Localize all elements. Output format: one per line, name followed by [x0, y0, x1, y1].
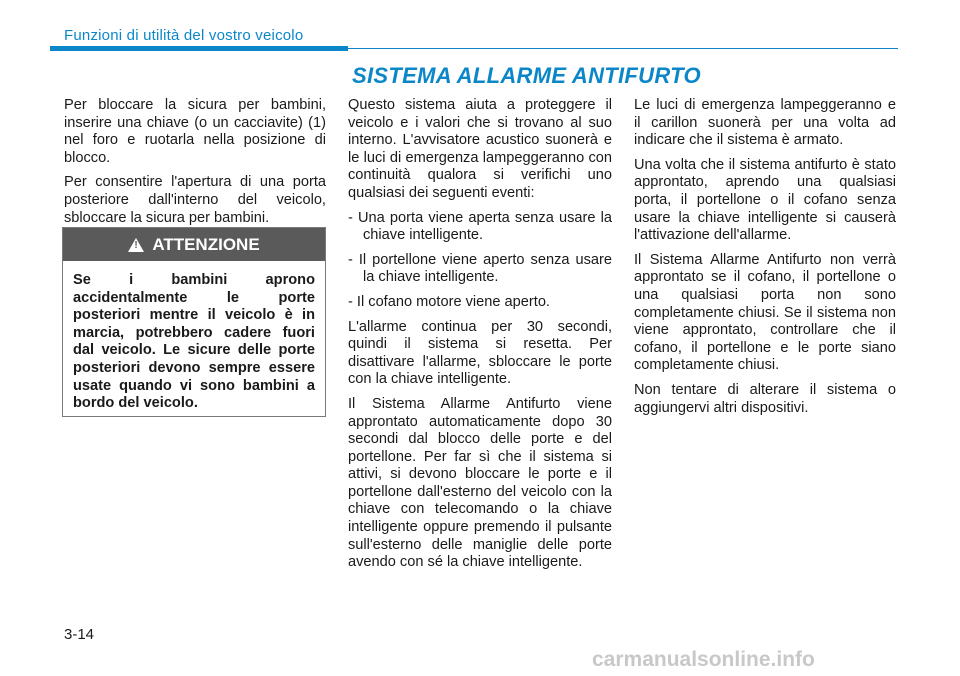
paragraph: Non tentare di alterare il sistema o aggiungervi altri dispositivi.	[634, 381, 896, 416]
chapter-header: Funzioni di utilità del vostro veicolo	[64, 27, 304, 44]
warning-header	[63, 228, 325, 261]
warning-text: Se i bambini aprono accidentalmente le porte posteriori mentre il veicolo è in marcia, potrebbero cadere fuori dal veicolo. Le sicure delle porte posteriori devono sempre essere usate quando vi sono bambini a bordo del veicolo.	[73, 272, 315, 412]
paragraph: Per bloccare la sicura per bambini, inserire una chiave (o un cacciavite) (1) nel foro e ruotarla nella posizione di blocco.	[64, 97, 326, 166]
paragraph: L'allarme continua per 30 secondi, quindi il sistema si resetta. Per disattivare l'allarme, sbloccare le porte con la chiave intelligente.	[348, 318, 612, 388]
warning-triangle-icon	[128, 238, 144, 252]
paragraph: Questo sistema aiuta a proteggere il veicolo e i valori che si trovano al suo interno. L'avvisatore acustico suonerà e le luci di emergenza lampeggeranno con continuità qualora si verifichi uno qualsiasi dei seguenti eventi:	[348, 97, 612, 201]
paragraph: Il Sistema Allarme Antifurto non verrà approntato se il cofano, il portellone o una qualsiasi porta non sono completamente chiusi. Se il sistema non viene approntato, controllare che il cofano, il portellone e le porte siano completamente chiusi.	[634, 251, 896, 374]
list-item: - Una porta viene aperta senza usare la chiave intelligente.	[348, 209, 612, 244]
paragraph: Il Sistema Allarme Antifurto viene approntato automaticamente dopo 30 secondi dal blocco delle porte e del portellone. Per far sì che il sistema si attivi, si devono bloccare le porte e il portellone dall'esterno del veicolo con la chiave con telecomando o la chiave intelligente oppure premendo il pulsante sull'esterno delle maniglie delle porte avendo con sé la chiave intelligente.	[348, 395, 612, 571]
warning-box	[62, 227, 326, 417]
paragraph: Le luci di emergenza lampeggeranno e il carillon suonerà per una volta ad indicare che il sistema è armato.	[634, 97, 896, 149]
watermark: carmanualsonline.info	[592, 648, 815, 671]
text-column-3	[634, 97, 896, 424]
list-item: - Il cofano motore viene aperto.	[348, 293, 550, 310]
paragraph: Una volta che il sistema antifurto è stato approntato, aprendo una qualsiasi porta, il portellone o il cofano senza usare la chiave intelligente si causerà l'attivazione dell'allarme.	[634, 156, 896, 244]
text-column-2	[348, 97, 612, 579]
header-rule-thick	[50, 46, 348, 51]
header-rule-thin	[348, 48, 898, 49]
text-column-1	[64, 97, 326, 234]
section-title: SISTEMA ALLARME ANTIFURTO	[352, 63, 701, 88]
paragraph: Per consentire l'apertura di una porta posteriore dall'interno del veicolo, sbloccare la sicura per bambini.	[64, 174, 326, 226]
page-number: 3-14	[64, 626, 95, 643]
warning-title: ATTENZIONE	[152, 234, 260, 254]
list-item: - Il portellone viene aperto senza usare la chiave intelligente.	[348, 251, 612, 286]
